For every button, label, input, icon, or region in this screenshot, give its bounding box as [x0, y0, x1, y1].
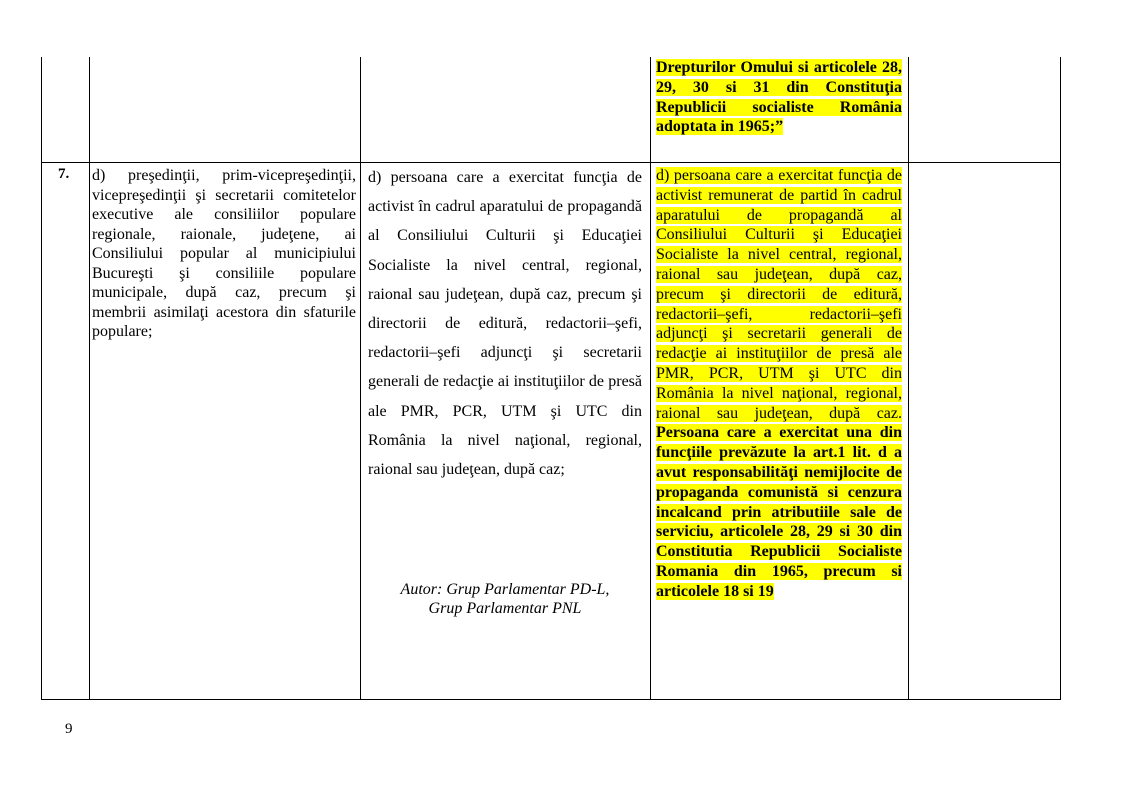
author-line-1: Autor: Grup Parlamentar PD-L,	[400, 581, 610, 598]
highlighted-bold-text: Persoana care a exercitat una din funcţiile prevăzute la art.1 lit. d a avut responsabilităţi nemijlocite de propaganda comunistă si cenzura incalcand prin atributiile sale de serviciu, articolele 28, 29 si 30 din Constitutia Republicii Socialiste Romania din 1965, precum si articolele 18 si 19	[656, 424, 902, 600]
column-divider-2	[360, 57, 361, 700]
column-divider-1	[89, 57, 90, 700]
column-divider-3	[650, 57, 651, 700]
table-border-left	[41, 57, 42, 700]
author-line-2: Grup Parlamentar PNL	[428, 600, 582, 617]
row-number: 7.	[58, 166, 70, 182]
column-divider-4	[908, 57, 909, 700]
original-text-cell: d) preşedinţii, prim-vicepreşedinţii, vicepreşedinţii şi secretarii comitetelor executive ale consiliilor populare regionale, raionale, judeţene, ai Consiliului popular al municipiului Bucureşti şi consiliile populare municipale, după caz, precum şi membrii asimilaţi acestora din sfaturile populare;	[92, 167, 356, 340]
highlighted-normal-text: d) persoana care a exercitat funcţia de activist remunerat de partid în cadrul aparatului de propagandă al Consiliului Culturii şi Educaţiei Socialiste la nivel central, regional, raional sau judeţean, după caz, precum şi directorii de editură, redactorii–şefi, redactorii–şefi adjuncţi şi secretarii generali de redacţie ai instituţiilor de presă ale PMR, PCR, UTM şi UTC din România la nivel naţional, regional, raional sau judeţean, după caz.	[656, 167, 902, 422]
table-border-bottom	[41, 699, 1061, 700]
highlighted-text: Drepturilor Omului si articolele 28, 29, 30 si 31 din Constituţia Republicii socialiste România adoptata in 1965;”	[656, 59, 902, 136]
page-number: 9	[65, 721, 73, 737]
adopted-text-cell	[656, 166, 902, 602]
table-border-right	[1060, 57, 1061, 700]
amendment-author	[368, 580, 642, 618]
proposed-text-cell: d) persoana care a exercitat funcţia de activist în cadrul aparatului de propagandă al Consiliului Culturii şi Educaţiei Socialiste la nivel central, regional, raional sau judeţean, după caz, precum şi directorii de editură, redactorii–şefi, redactorii–şefi adjuncţi şi secretarii generali de redacţie ai instituţiilor de presă ale PMR, PCR, UTM şi UTC din România la nivel naţional, regional, raional sau judeţean, după caz;	[368, 169, 642, 479]
prev-row-amendment-cell	[656, 58, 902, 137]
